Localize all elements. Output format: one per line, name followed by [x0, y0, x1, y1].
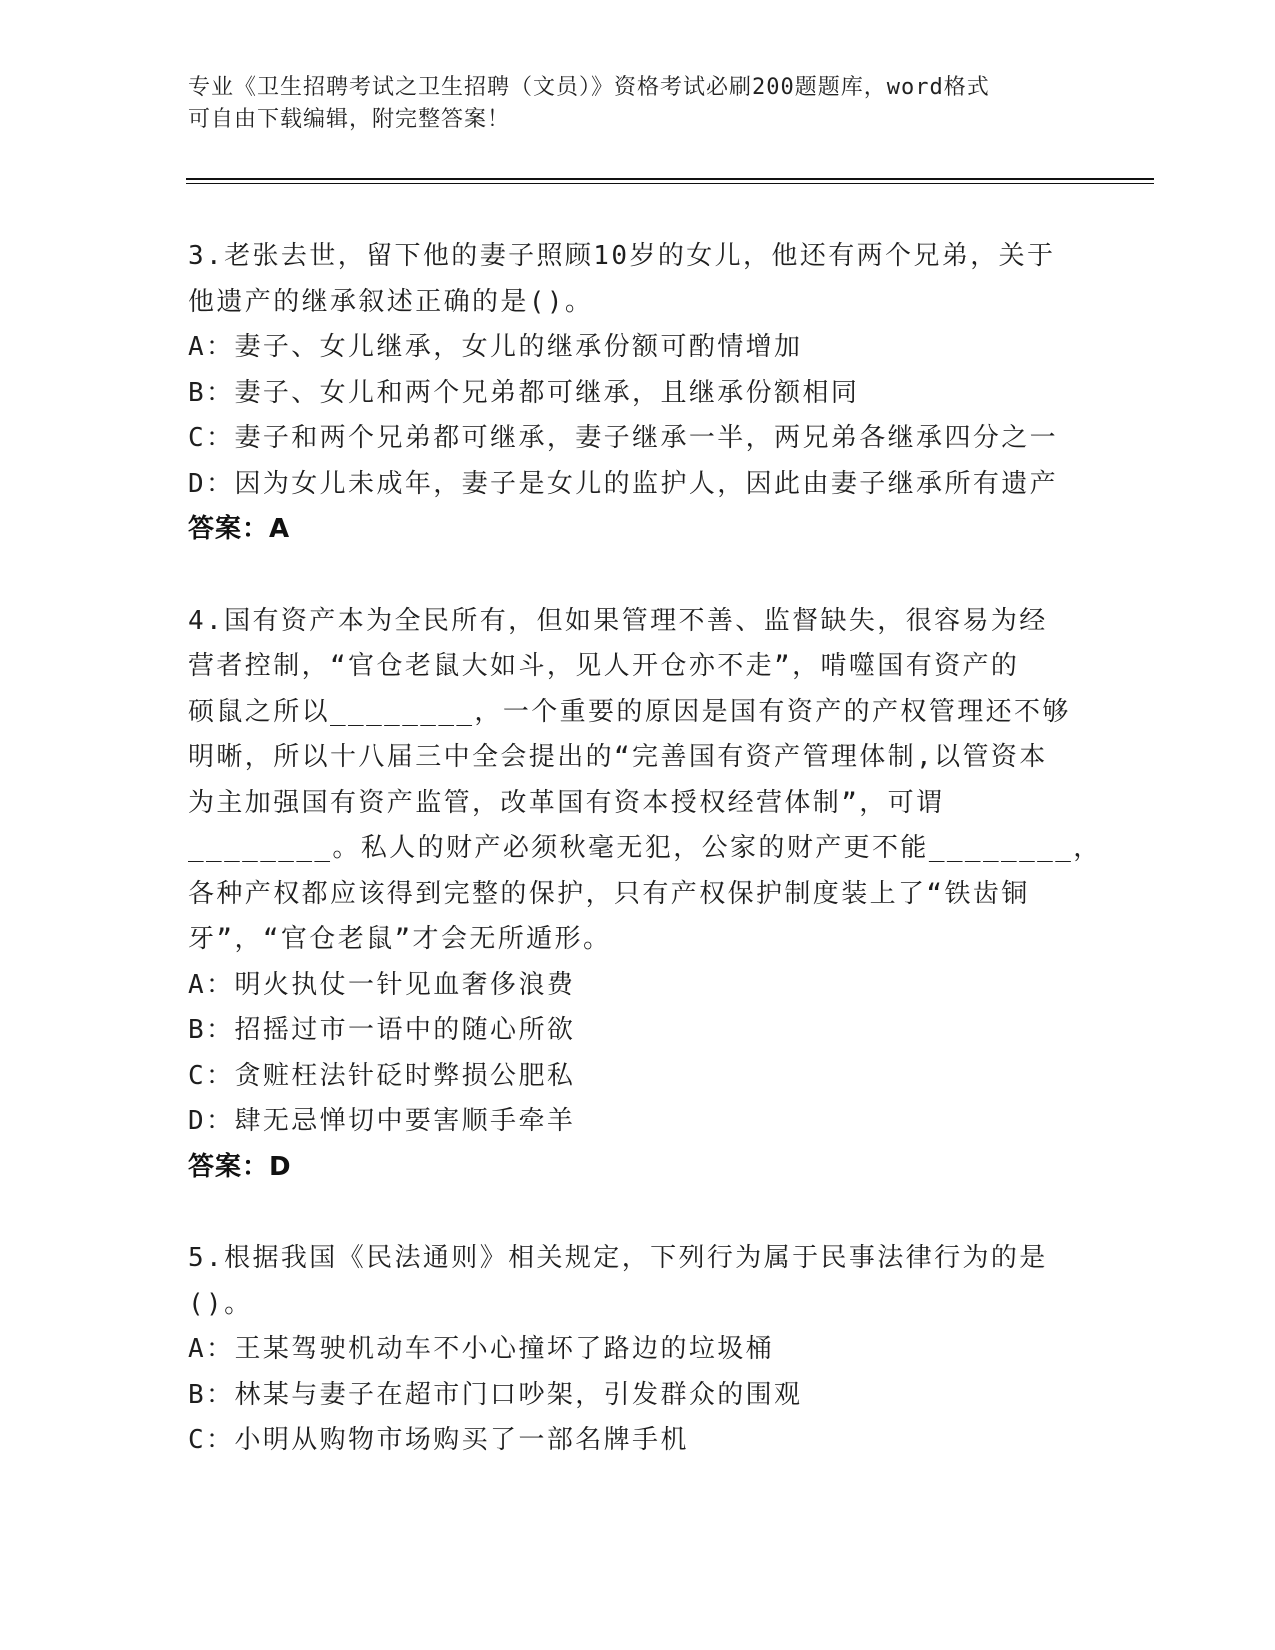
- question-list: [188, 234, 1102, 1464]
- header-line: 可自由下载编辑，附完整答案！: [188, 107, 511, 132]
- header-line: 专业《卫生招聘考试之卫生招聘（文员）》资格考试必刷200题题库，word格式: [188, 75, 990, 100]
- option-b: B：林某与妻子在超市门口吵架，引发群众的围观: [188, 1379, 803, 1410]
- answer-line: 答案：A: [188, 514, 291, 544]
- option-d: D：肆无忌惮切中要害顺手牵羊: [188, 1106, 576, 1136]
- document-header: [188, 72, 1068, 136]
- question-text-line: ________。私人的财产必须秋毫无犯，公家的财产更不能________，: [188, 833, 1102, 863]
- option-c: C：妻子和两个兄弟都可继承，妻子继承一半，两兄弟各继承四分之一: [188, 423, 1059, 453]
- question-5: [188, 1236, 1088, 1464]
- question-text-line: 3.老张去世，留下他的妻子照顾10岁的女儿，他还有两个兄弟，关于: [188, 241, 1056, 271]
- question-3: [188, 234, 1088, 553]
- spacer: [188, 1190, 1088, 1236]
- question-text-line: ()。: [188, 1288, 253, 1319]
- option-a: A：明火执仗一针见血奢侈浪费: [188, 969, 576, 1000]
- question-text-line: 明晰，所以十八届三中全会提出的“完善国有资产管理体制,以管资本: [188, 742, 1048, 772]
- option-b: B：妻子、女儿和两个兄弟都可继承，且继承份额相同: [188, 377, 860, 408]
- option-a: A：妻子、女儿继承，女儿的继承份额可酌情增加: [188, 332, 803, 362]
- question-text-line: 各种产权都应该得到完整的保护，只有产权保护制度装上了“铁齿铜: [188, 878, 1030, 909]
- header-divider-thin: [186, 183, 1154, 184]
- question-text-line: 牙”，“官仓老鼠”才会无所遁形。: [188, 924, 612, 954]
- question-text-line: 营者控制，“官仓老鼠大如斗，见人开仓亦不走”，啃噬国有资产的: [188, 651, 1020, 681]
- question-text-line: 为主加强国有资产监管，改革国有资本授权经营体制”，可谓: [188, 787, 945, 818]
- option-c: C：小明从购物市场购买了一部名牌手机: [188, 1425, 689, 1455]
- header-divider-thick: [186, 178, 1154, 180]
- question-text-line: 硕鼠之所以________，一个重要的原因是国有资产的产权管理还不够: [188, 696, 1071, 727]
- option-c: C：贪赃枉法针砭时弊损公肥私: [188, 1060, 576, 1091]
- option-b: B：招摇过市一语中的随心所欲: [188, 1015, 576, 1045]
- option-d: D：因为女儿未成年，妻子是女儿的监护人，因此由妻子继承所有遗产: [188, 468, 1059, 499]
- question-4: [188, 599, 1102, 1191]
- question-text-line: 4.国有资产本为全民所有，但如果管理不善、监督缺失，很容易为经: [188, 605, 1048, 636]
- spacer: [188, 553, 1088, 599]
- option-a: A：王某驾驶机动车不小心撞坏了路边的垃圾桶: [188, 1334, 775, 1364]
- question-text-line: 5.根据我国《民法通则》相关规定，下列行为属于民事法律行为的是: [188, 1243, 1048, 1273]
- answer-line: 答案：D: [188, 1151, 292, 1182]
- question-text-line: 他遗产的继承叙述正确的是()。: [188, 286, 594, 317]
